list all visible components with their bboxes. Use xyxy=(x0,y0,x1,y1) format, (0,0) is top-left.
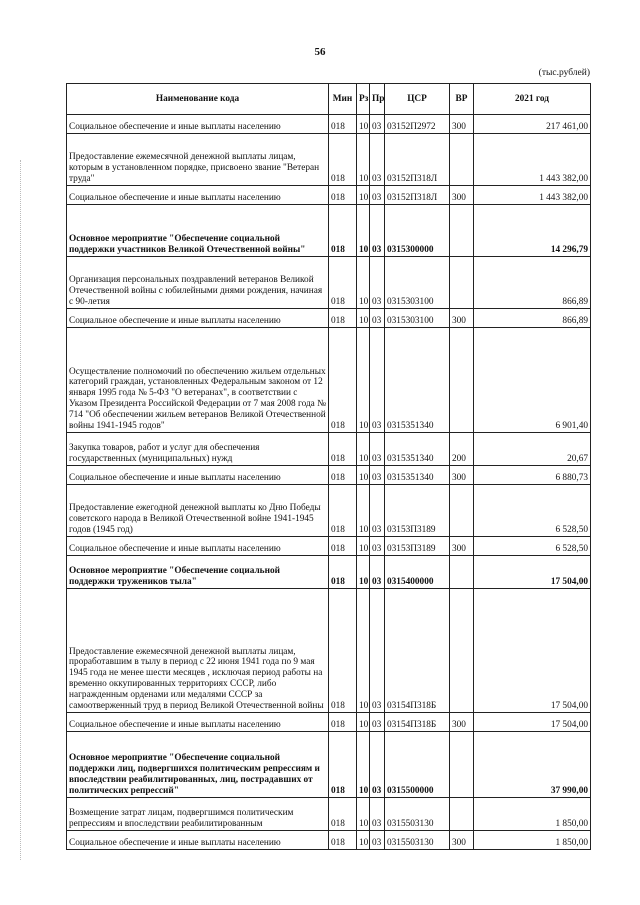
cell-csr: 03152П2972 xyxy=(385,115,450,134)
page-number: 56 xyxy=(314,46,326,58)
cell-csr: 03154П318Б xyxy=(385,713,450,732)
cell-pr: 03 xyxy=(370,732,385,798)
cell-csr: 0315500000 xyxy=(385,732,450,798)
cell-min: 018 xyxy=(329,328,357,433)
cell-amount: 37 990,00 xyxy=(474,732,591,798)
cell-vr xyxy=(450,556,474,589)
cell-rz: 10 xyxy=(357,798,370,831)
table-row xyxy=(67,115,591,134)
table-row xyxy=(67,798,591,831)
cell-pr: 03 xyxy=(370,713,385,732)
cell-csr: 0315303100 xyxy=(385,309,450,328)
header-rz: Рз xyxy=(357,84,370,115)
cell-amount: 866,89 xyxy=(474,257,591,309)
cell-pr: 03 xyxy=(370,186,385,205)
table-row xyxy=(67,713,591,732)
cell-vr: 300 xyxy=(450,713,474,732)
cell-pr: 03 xyxy=(370,589,385,713)
table-row xyxy=(67,466,591,485)
cell-csr: 0315351340 xyxy=(385,433,450,466)
cell-vr xyxy=(450,732,474,798)
cell-rz: 10 xyxy=(357,257,370,309)
cell-name: Организация персональных поздравлений ветеранов Великой Отечественной войны с юбилейными днями рождения, начиная с 90-летия xyxy=(67,257,329,309)
table-row xyxy=(67,589,591,713)
cell-amount: 1 850,00 xyxy=(474,798,591,831)
table-row xyxy=(67,257,591,309)
table-row xyxy=(67,485,591,537)
header-pr: Пр xyxy=(370,84,385,115)
cell-rz: 10 xyxy=(357,732,370,798)
cell-csr: 03154П318Б xyxy=(385,589,450,713)
cell-min: 018 xyxy=(329,831,357,850)
cell-rz: 10 xyxy=(357,433,370,466)
table-body xyxy=(67,115,591,850)
cell-rz: 10 xyxy=(357,831,370,850)
cell-pr: 03 xyxy=(370,205,385,257)
cell-pr: 03 xyxy=(370,309,385,328)
cell-csr: 0315351340 xyxy=(385,466,450,485)
scan-margin-mark xyxy=(20,160,22,860)
header-year: 2021 год xyxy=(474,84,591,115)
cell-vr: 200 xyxy=(450,433,474,466)
cell-pr: 03 xyxy=(370,831,385,850)
cell-rz: 10 xyxy=(357,589,370,713)
cell-min: 018 xyxy=(329,466,357,485)
cell-csr: 0315503130 xyxy=(385,798,450,831)
cell-min: 018 xyxy=(329,134,357,186)
cell-name: Основное мероприятие "Обеспечение социальной поддержки участников Великой Отечественной войны" xyxy=(67,205,329,257)
cell-csr: 0315503130 xyxy=(385,831,450,850)
table-row xyxy=(67,537,591,556)
header-min: Мин xyxy=(329,84,357,115)
cell-amount: 1 443 382,00 xyxy=(474,186,591,205)
header-vr: ВР xyxy=(450,84,474,115)
cell-amount: 17 504,00 xyxy=(474,589,591,713)
table-row xyxy=(67,186,591,205)
cell-pr: 03 xyxy=(370,134,385,186)
cell-pr: 03 xyxy=(370,257,385,309)
table-header-row xyxy=(67,84,591,115)
cell-vr: 300 xyxy=(450,115,474,134)
cell-amount: 6 880,73 xyxy=(474,466,591,485)
cell-pr: 03 xyxy=(370,537,385,556)
cell-pr: 03 xyxy=(370,485,385,537)
cell-amount: 1 443 382,00 xyxy=(474,134,591,186)
cell-csr: 0315400000 xyxy=(385,556,450,589)
cell-name: Социальное обеспечение и иные выплаты населению xyxy=(67,186,329,205)
cell-min: 018 xyxy=(329,433,357,466)
table-row xyxy=(67,433,591,466)
cell-csr: 03153П3189 xyxy=(385,485,450,537)
cell-min: 018 xyxy=(329,186,357,205)
cell-rz: 10 xyxy=(357,309,370,328)
cell-name: Социальное обеспечение и иные выплаты населению xyxy=(67,831,329,850)
cell-rz: 10 xyxy=(357,556,370,589)
table-row xyxy=(67,831,591,850)
cell-min: 018 xyxy=(329,732,357,798)
cell-rz: 10 xyxy=(357,713,370,732)
cell-rz: 10 xyxy=(357,186,370,205)
cell-rz: 10 xyxy=(357,328,370,433)
cell-name: Осуществление полномочий по обеспечению жильем отдельных категорий граждан, установленных Федеральным законом от 12 января 1995 года № 5-ФЗ "О ветеранах", в соответствии с Указом Президента Российской Федерации от 7 мая 2008 года № 714 "Об обеспечении жильем ветеранов Великой Отечественной войны 1941-1945 годов" xyxy=(67,328,329,433)
cell-amount: 17 504,00 xyxy=(474,713,591,732)
units-label: (тыс.рублей) xyxy=(538,68,590,78)
cell-rz: 10 xyxy=(357,115,370,134)
cell-min: 018 xyxy=(329,115,357,134)
cell-pr: 03 xyxy=(370,115,385,134)
cell-vr: 300 xyxy=(450,466,474,485)
cell-rz: 10 xyxy=(357,134,370,186)
cell-csr: 03152П318Л xyxy=(385,134,450,186)
cell-amount: 17 504,00 xyxy=(474,556,591,589)
cell-csr: 0315303100 xyxy=(385,257,450,309)
cell-min: 018 xyxy=(329,537,357,556)
cell-min: 018 xyxy=(329,309,357,328)
cell-pr: 03 xyxy=(370,466,385,485)
cell-pr: 03 xyxy=(370,328,385,433)
cell-name: Основное мероприятие "Обеспечение социальной поддержки лиц, подвергшихся политическим репрессиям и впоследствии реабилитированных, лиц, пострадавших от политических репрессий" xyxy=(67,732,329,798)
cell-csr: 0315300000 xyxy=(385,205,450,257)
cell-amount: 20,67 xyxy=(474,433,591,466)
cell-name: Социальное обеспечение и иные выплаты населению xyxy=(67,309,329,328)
cell-amount: 217 461,00 xyxy=(474,115,591,134)
cell-vr xyxy=(450,328,474,433)
cell-name: Социальное обеспечение и иные выплаты населению xyxy=(67,115,329,134)
cell-rz: 10 xyxy=(357,485,370,537)
cell-name: Предоставление ежемесячной денежной выплаты лицам, проработавшим в тылу в период с 22 июня 1941 года по 9 мая 1945 года не менее шести месяцев , исключая период работы на временно оккупированных территориях СССР, либо награжденным орденами или медалями СССР за самоотверженный труд в период Великой Отечественной войны xyxy=(67,589,329,713)
cell-name: Предоставление ежегодной денежной выплаты ко Дню Победы советского народа в Великой Отечественной войне 1941-1945 годов (1945 год) xyxy=(67,485,329,537)
cell-name: Социальное обеспечение и иные выплаты населению xyxy=(67,713,329,732)
cell-vr xyxy=(450,257,474,309)
cell-min: 018 xyxy=(329,485,357,537)
cell-amount: 14 296,79 xyxy=(474,205,591,257)
cell-csr: 03153П3189 xyxy=(385,537,450,556)
cell-min: 018 xyxy=(329,713,357,732)
cell-rz: 10 xyxy=(357,537,370,556)
cell-min: 018 xyxy=(329,556,357,589)
cell-vr: 300 xyxy=(450,537,474,556)
cell-pr: 03 xyxy=(370,556,385,589)
table-row xyxy=(67,205,591,257)
header-name: Наименование кода xyxy=(67,84,329,115)
cell-name: Возмещение затрат лицам, подвергшимся политическим репрессиям и впоследствии реабилитированным xyxy=(67,798,329,831)
table-row xyxy=(67,328,591,433)
cell-vr xyxy=(450,798,474,831)
cell-csr: 0315351340 xyxy=(385,328,450,433)
cell-vr xyxy=(450,205,474,257)
table-row xyxy=(67,134,591,186)
cell-vr: 300 xyxy=(450,186,474,205)
cell-vr: 300 xyxy=(450,831,474,850)
cell-vr xyxy=(450,589,474,713)
budget-table xyxy=(66,83,591,850)
cell-min: 018 xyxy=(329,257,357,309)
cell-pr: 03 xyxy=(370,433,385,466)
cell-amount: 1 850,00 xyxy=(474,831,591,850)
header-csr: ЦСР xyxy=(385,84,450,115)
cell-vr: 300 xyxy=(450,309,474,328)
cell-min: 018 xyxy=(329,798,357,831)
cell-amount: 6 528,50 xyxy=(474,537,591,556)
table-row xyxy=(67,556,591,589)
cell-name: Основное мероприятие "Обеспечение социальной поддержки тружеников тыла" xyxy=(67,556,329,589)
cell-name: Социальное обеспечение и иные выплаты населению xyxy=(67,466,329,485)
table-row xyxy=(67,732,591,798)
cell-vr xyxy=(450,134,474,186)
cell-min: 018 xyxy=(329,589,357,713)
cell-min: 018 xyxy=(329,205,357,257)
cell-name: Закупка товаров, работ и услуг для обеспечения государственных (муниципальных) нужд xyxy=(67,433,329,466)
cell-pr: 03 xyxy=(370,798,385,831)
table-row xyxy=(67,309,591,328)
cell-rz: 10 xyxy=(357,466,370,485)
cell-vr xyxy=(450,485,474,537)
cell-name: Социальное обеспечение и иные выплаты населению xyxy=(67,537,329,556)
cell-amount: 6 528,50 xyxy=(474,485,591,537)
cell-amount: 866,89 xyxy=(474,309,591,328)
cell-amount: 6 901,40 xyxy=(474,328,591,433)
cell-csr: 03152П318Л xyxy=(385,186,450,205)
cell-name: Предоставление ежемесячной денежной выплаты лицам, которым в установленном порядке, присвоено звание "Ветеран труда" xyxy=(67,134,329,186)
cell-rz: 10 xyxy=(357,205,370,257)
